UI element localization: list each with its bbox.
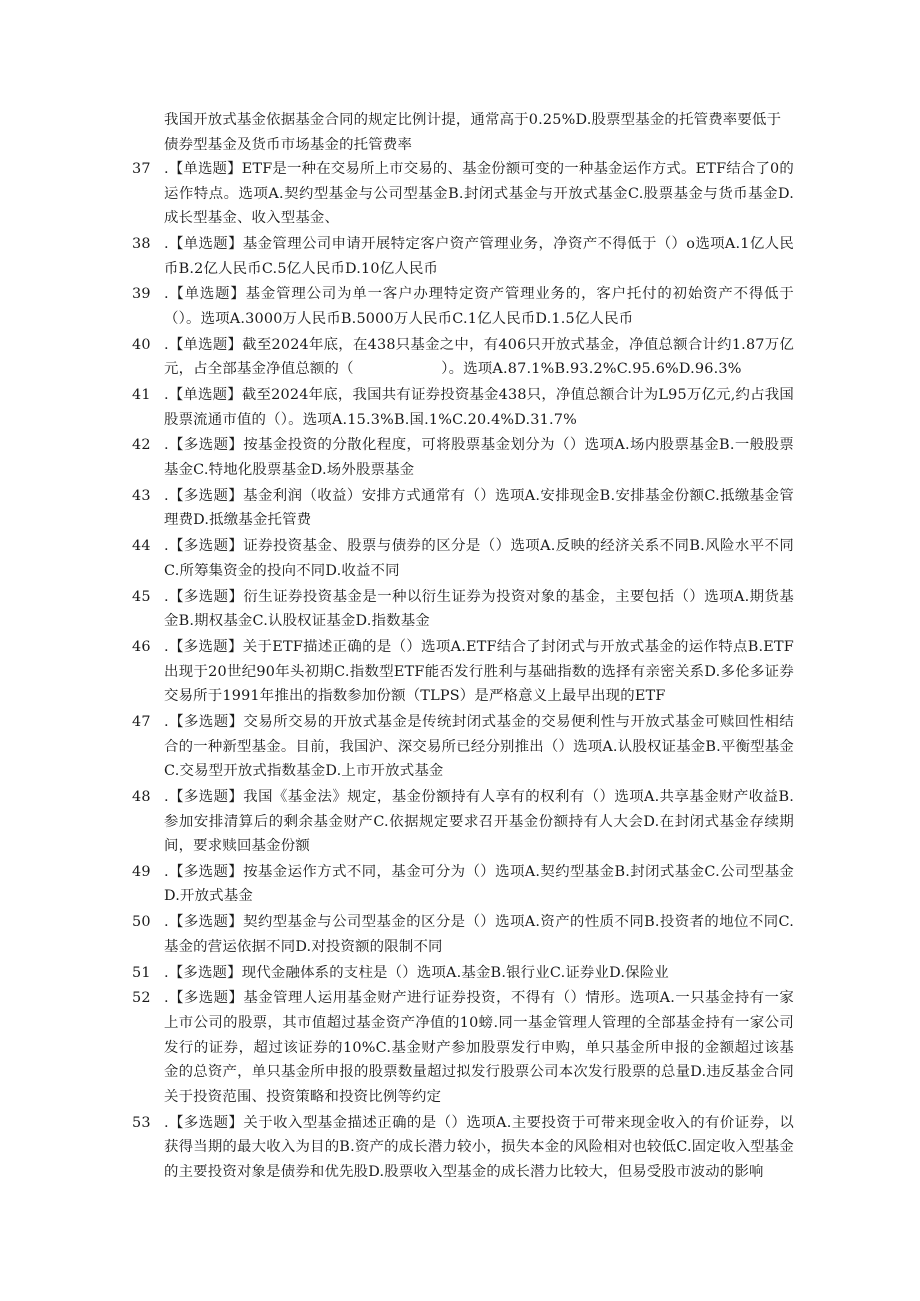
question-text: .【单选题】基金管理公司为单一客户办理特定资产管理业务的，客户托付的初始资产不得低于（）。选项A.3000万人民币B.5000万人民币C.1亿人民币D.1.5亿人民币 (164, 286, 794, 327)
question-item (132, 333, 794, 382)
question-text: .【多选题】契约型基金与公司型基金的区分是（）选项A.资产的性质不同B.投资者的地位不同C.基金的营运依据不同D.对投资额的限制不同 (164, 914, 794, 955)
question-text: .【单选题】基金管理公司申请开展特定客户资产管理业务，净资产不得低于（）o选项A.1亿人民币B.2亿人民币C.5亿人民币D.10亿人民币 (164, 235, 794, 277)
question-item (132, 635, 794, 709)
question-text: .【多选题】现代金融体系的支柱是（）选项A.基金B.银行业C.证券业D.保险业 (164, 964, 669, 981)
question-number: 51 (132, 964, 151, 981)
question-number: 45 (132, 588, 151, 605)
question-text: .【多选题】证券投资基金、股票与债券的区分是（）选项A.反映的经济关系不同B.风险水平不同C.所筹集资金的投向不同D.收益不同 (164, 538, 794, 579)
question-text: .【多选题】交易所交易的开放式基金是传统封闭式基金的交易便利性与开放式基金可赎回性相结合的一种新型基金。目前，我国沪、深交易所已经分别推出（）选项A.认股权证基金B.平衡型基金C.交易型开放式指数基金D.上市开放式基金 (164, 713, 794, 780)
question-text: .【多选题】按基金运作方式不同，基金可分为（）选项A.契约型基金B.封闭式基金C.公司型基金D.开放式基金 (164, 863, 794, 905)
continuation-paragraph: 我国开放式基金依据基金合同的规定比例计提，通常高于0.25%D.股票型基金的托管费率要低于债券型基金及货币市场基金的托管费率 (164, 112, 782, 153)
question-number: 41 (132, 387, 151, 404)
question-item (132, 282, 794, 331)
question-item (132, 383, 794, 432)
question-number: 46 (132, 638, 151, 655)
question-item (132, 710, 794, 784)
question-number: 38 (132, 235, 151, 252)
question-item (132, 860, 794, 909)
question-number: 37 (132, 161, 151, 177)
question-item (132, 433, 794, 482)
question-number: 53 (132, 1114, 151, 1131)
question-text: .【单选题】截至2024年底，在438只基金之中，有406只开放式基金，净值总额合计约1.87万亿元，占全部基金净值总额的（ ）。选项A.87.1%B.93.2%C.95.6%D.96.3% (164, 336, 794, 378)
question-number: 44 (132, 538, 151, 555)
question-number: 48 (132, 788, 151, 805)
question-item (132, 484, 794, 533)
question-number: 43 (132, 487, 151, 504)
question-item (132, 785, 794, 859)
question-item (132, 157, 794, 231)
question-text: .【多选题】按基金投资的分散化程度，可将股票基金划分为（）选项A.场内股票基金B.一般股票基金C.特地化股票基金D.场外股票基金 (164, 437, 794, 479)
question-text: .【单选题】ETF是一种在交易所上市交易的、基金份额可变的一种基金运作方式。ETF结合了0的运作特点。选项A.契约型基金与公司型基金B.封闭式基金与开放式基金C.股票基金与货币基金D.成长型基金、收入型基金、 (164, 161, 794, 227)
question-text: .【多选题】衍生证券投资基金是一种以衍生证券为投资对象的基金，主要包括（）选项A.期货基金B.期权基金C.认股权证基金D.指数基金 (164, 588, 794, 630)
question-item (132, 232, 794, 281)
question-item (132, 961, 794, 986)
question-number: 49 (132, 863, 151, 880)
question-number: 50 (132, 914, 151, 931)
question-list (132, 157, 794, 1186)
question-number: 47 (132, 713, 151, 730)
question-text: .【单选题】截至2024年底，我国共有证券投资基金438只，净值总额合计为L95万亿元,约占我国股票流通市值的（）。选项A.15.3%B.国.1%C.20.4%D.31.7% (164, 387, 794, 428)
question-item (132, 910, 794, 959)
question-text: .【多选题】关于收入型基金描述正确的是（）选项A.主要投资于可带来现金收入的有价证券，以获得当期的最大收入为目的B.资产的成长潜力较小，损失本金的风险相对也较低C.固定收入型基金的主要投资对象是债券和优先股D.股票收入型基金的成长潜力比较大，但易受股市波动的影响 (164, 1114, 794, 1180)
question-text: .【多选题】我国《基金法》规定，基金份额持有人享有的权利有（）选项A.共享基金财产收益B.参加安排清算后的剩余基金财产C.依据规定要求召开基金份额持有人大会D.在封闭式基金存续期间，要求赎回基金份额 (164, 788, 794, 855)
question-item (132, 534, 794, 583)
question-number: 52 (132, 990, 151, 1007)
question-number: 40 (132, 336, 151, 353)
question-text: .【多选题】基金管理人运用基金财产进行证券投资，不得有（）情形。选项A.一只基金持有一家上市公司的股票，其市值超过基金资产净值的10螃.同一基金管理人管理的全部基金持有一家公司发行的证券，超过该证券的10%C.基金财产参加股票发行申购，单只基金所申报的金额超过该基金的总资产，单只基金所申报的股票数量超过拟发行股票公司本次发行股票的总量D.违反基金合同关于投资范围、投资策略和投资比例等约定 (164, 990, 794, 1105)
question-text: .【多选题】基金利润（收益）安排方式通常有（）选项A.安排现金B.安排基金份额C.抵缴基金管理费D.抵缴基金托管费 (164, 487, 794, 529)
question-number: 42 (132, 437, 151, 454)
question-item (132, 585, 794, 634)
question-text: .【多选题】关于ETF描述正确的是（）选项A.ETF结合了封闭式与开放式基金的运作特点B.ETF出现于20世纪90年头初期C.指数型ETF能否发行胜利与基础指数的选择有亲密关系D.多伦多证券交易所于1991年推出的指数参加份额（TLPS）是严格意义上最早出现的ETF (164, 638, 794, 705)
question-number: 39 (132, 286, 151, 303)
question-item (132, 1111, 794, 1185)
question-item (132, 986, 794, 1109)
